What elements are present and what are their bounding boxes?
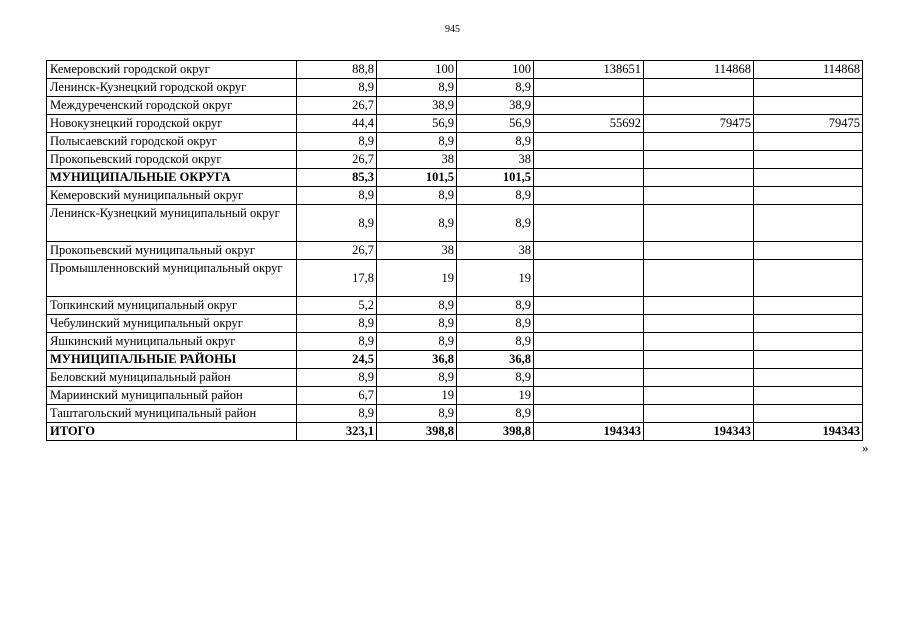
cell-value: 38	[457, 242, 534, 260]
cell-value	[644, 405, 754, 423]
cell-value: 38,9	[377, 97, 457, 115]
cell-value: 26,7	[297, 97, 377, 115]
table-row	[47, 315, 863, 333]
cell-value	[644, 133, 754, 151]
cell-value: 79475	[644, 115, 754, 133]
cell-value	[754, 315, 863, 333]
data-table	[46, 60, 863, 441]
row-name: Ленинск-Кузнецкий муниципальный округ	[47, 205, 297, 242]
cell-value: 398,8	[377, 423, 457, 441]
cell-value: 8,9	[297, 79, 377, 97]
cell-value: 8,9	[297, 405, 377, 423]
cell-value: 24,5	[297, 351, 377, 369]
cell-value: 8,9	[377, 369, 457, 387]
cell-value	[754, 369, 863, 387]
row-name: Беловский муниципальный район	[47, 369, 297, 387]
row-name: Яшкинский муниципальный округ	[47, 333, 297, 351]
cell-value	[534, 205, 644, 242]
cell-value	[754, 169, 863, 187]
row-name: Полысаевский городской округ	[47, 133, 297, 151]
cell-value	[754, 79, 863, 97]
cell-value	[534, 133, 644, 151]
cell-value: 8,9	[297, 369, 377, 387]
cell-value: 8,9	[457, 205, 534, 242]
cell-value	[754, 242, 863, 260]
cell-value: 8,9	[457, 315, 534, 333]
row-name: Мариинский муниципальный район	[47, 387, 297, 405]
row-name: Таштагольский муниципальный район	[47, 405, 297, 423]
cell-value	[644, 297, 754, 315]
cell-value	[534, 97, 644, 115]
table-row	[47, 151, 863, 169]
cell-value	[754, 405, 863, 423]
cell-value: 79475	[754, 115, 863, 133]
row-name: Чебулинский муниципальный округ	[47, 315, 297, 333]
cell-value	[534, 351, 644, 369]
table-row	[47, 333, 863, 351]
cell-value: 8,9	[377, 133, 457, 151]
cell-value	[754, 260, 863, 297]
cell-value: 36,8	[457, 351, 534, 369]
closing-quote: »	[862, 440, 869, 455]
cell-value: 19	[457, 260, 534, 297]
table-row	[47, 79, 863, 97]
cell-value: 194343	[534, 423, 644, 441]
cell-value: 8,9	[377, 79, 457, 97]
table-row	[47, 205, 863, 242]
row-name: Кемеровский городской округ	[47, 61, 297, 79]
cell-value: 19	[377, 260, 457, 297]
row-name: МУНИЦИПАЛЬНЫЕ РАЙОНЫ	[47, 351, 297, 369]
cell-value: 114868	[644, 61, 754, 79]
cell-value	[754, 97, 863, 115]
cell-value	[534, 369, 644, 387]
cell-value	[644, 187, 754, 205]
row-name: Новокузнецкий городской округ	[47, 115, 297, 133]
row-name: Междуреченский городской округ	[47, 97, 297, 115]
cell-value: 8,9	[457, 79, 534, 97]
cell-value: 38	[377, 151, 457, 169]
cell-value: 8,9	[297, 315, 377, 333]
row-name: МУНИЦИПАЛЬНЫЕ ОКРУГА	[47, 169, 297, 187]
cell-value: 8,9	[377, 297, 457, 315]
cell-value	[754, 187, 863, 205]
row-name: Прокопьевский городской округ	[47, 151, 297, 169]
cell-value	[644, 387, 754, 405]
table-row-total	[47, 423, 863, 441]
cell-value	[644, 205, 754, 242]
cell-value: 19	[377, 387, 457, 405]
cell-value	[644, 151, 754, 169]
cell-value	[754, 133, 863, 151]
cell-value	[534, 405, 644, 423]
cell-value: 56,9	[377, 115, 457, 133]
cell-value	[754, 205, 863, 242]
cell-value	[644, 242, 754, 260]
cell-value: 85,3	[297, 169, 377, 187]
cell-value: 138651	[534, 61, 644, 79]
cell-value	[754, 333, 863, 351]
cell-value: 6,7	[297, 387, 377, 405]
cell-value: 101,5	[457, 169, 534, 187]
page-number: 945	[445, 24, 460, 35]
cell-value	[644, 369, 754, 387]
cell-value: 26,7	[297, 151, 377, 169]
table-row	[47, 115, 863, 133]
table-row	[47, 387, 863, 405]
row-name: Кемеровский муниципальный округ	[47, 187, 297, 205]
row-name: ИТОГО	[47, 423, 297, 441]
table-row	[47, 97, 863, 115]
cell-value: 101,5	[377, 169, 457, 187]
cell-value: 17,8	[297, 260, 377, 297]
table-row-subtotal	[47, 351, 863, 369]
cell-value: 38,9	[457, 97, 534, 115]
cell-value: 36,8	[377, 351, 457, 369]
cell-value: 8,9	[377, 315, 457, 333]
cell-value	[754, 297, 863, 315]
table-row	[47, 369, 863, 387]
cell-value: 8,9	[377, 187, 457, 205]
cell-value: 5,2	[297, 297, 377, 315]
cell-value: 8,9	[297, 333, 377, 351]
cell-value: 8,9	[377, 333, 457, 351]
table-row-subtotal	[47, 169, 863, 187]
cell-value: 8,9	[297, 133, 377, 151]
cell-value	[534, 79, 644, 97]
cell-value	[644, 333, 754, 351]
table-row	[47, 242, 863, 260]
cell-value: 88,8	[297, 61, 377, 79]
table-row	[47, 405, 863, 423]
table-row	[47, 61, 863, 79]
cell-value: 19	[457, 387, 534, 405]
cell-value	[534, 151, 644, 169]
cell-value: 8,9	[377, 405, 457, 423]
cell-value	[644, 351, 754, 369]
cell-value	[644, 97, 754, 115]
cell-value: 38	[377, 242, 457, 260]
cell-value	[534, 187, 644, 205]
cell-value: 56,9	[457, 115, 534, 133]
cell-value: 8,9	[297, 205, 377, 242]
cell-value: 8,9	[457, 405, 534, 423]
cell-value: 100	[377, 61, 457, 79]
cell-value: 44,4	[297, 115, 377, 133]
cell-value	[754, 351, 863, 369]
cell-value: 38	[457, 151, 534, 169]
cell-value: 100	[457, 61, 534, 79]
cell-value	[644, 79, 754, 97]
cell-value	[534, 315, 644, 333]
table-row	[47, 260, 863, 297]
cell-value: 8,9	[457, 297, 534, 315]
row-name: Промышленновский муниципальный округ	[47, 260, 297, 297]
cell-value	[754, 151, 863, 169]
cell-value: 114868	[754, 61, 863, 79]
cell-value: 398,8	[457, 423, 534, 441]
row-name: Ленинск-Кузнецкий городской округ	[47, 79, 297, 97]
cell-value: 8,9	[457, 187, 534, 205]
cell-value: 8,9	[377, 205, 457, 242]
row-name: Топкинский муниципальный округ	[47, 297, 297, 315]
cell-value: 8,9	[457, 369, 534, 387]
cell-value	[644, 169, 754, 187]
cell-value	[644, 315, 754, 333]
table-row	[47, 187, 863, 205]
cell-value	[534, 169, 644, 187]
cell-value: 8,9	[297, 187, 377, 205]
cell-value	[534, 333, 644, 351]
cell-value: 194343	[754, 423, 863, 441]
cell-value	[754, 387, 863, 405]
cell-value	[534, 242, 644, 260]
cell-value: 26,7	[297, 242, 377, 260]
cell-value: 194343	[644, 423, 754, 441]
cell-value: 8,9	[457, 133, 534, 151]
cell-value	[534, 260, 644, 297]
cell-value: 55692	[534, 115, 644, 133]
cell-value: 8,9	[457, 333, 534, 351]
cell-value	[534, 387, 644, 405]
table-row	[47, 133, 863, 151]
cell-value	[644, 260, 754, 297]
cell-value	[534, 297, 644, 315]
row-name: Прокопьевский муниципальный округ	[47, 242, 297, 260]
table-row	[47, 297, 863, 315]
cell-value: 323,1	[297, 423, 377, 441]
